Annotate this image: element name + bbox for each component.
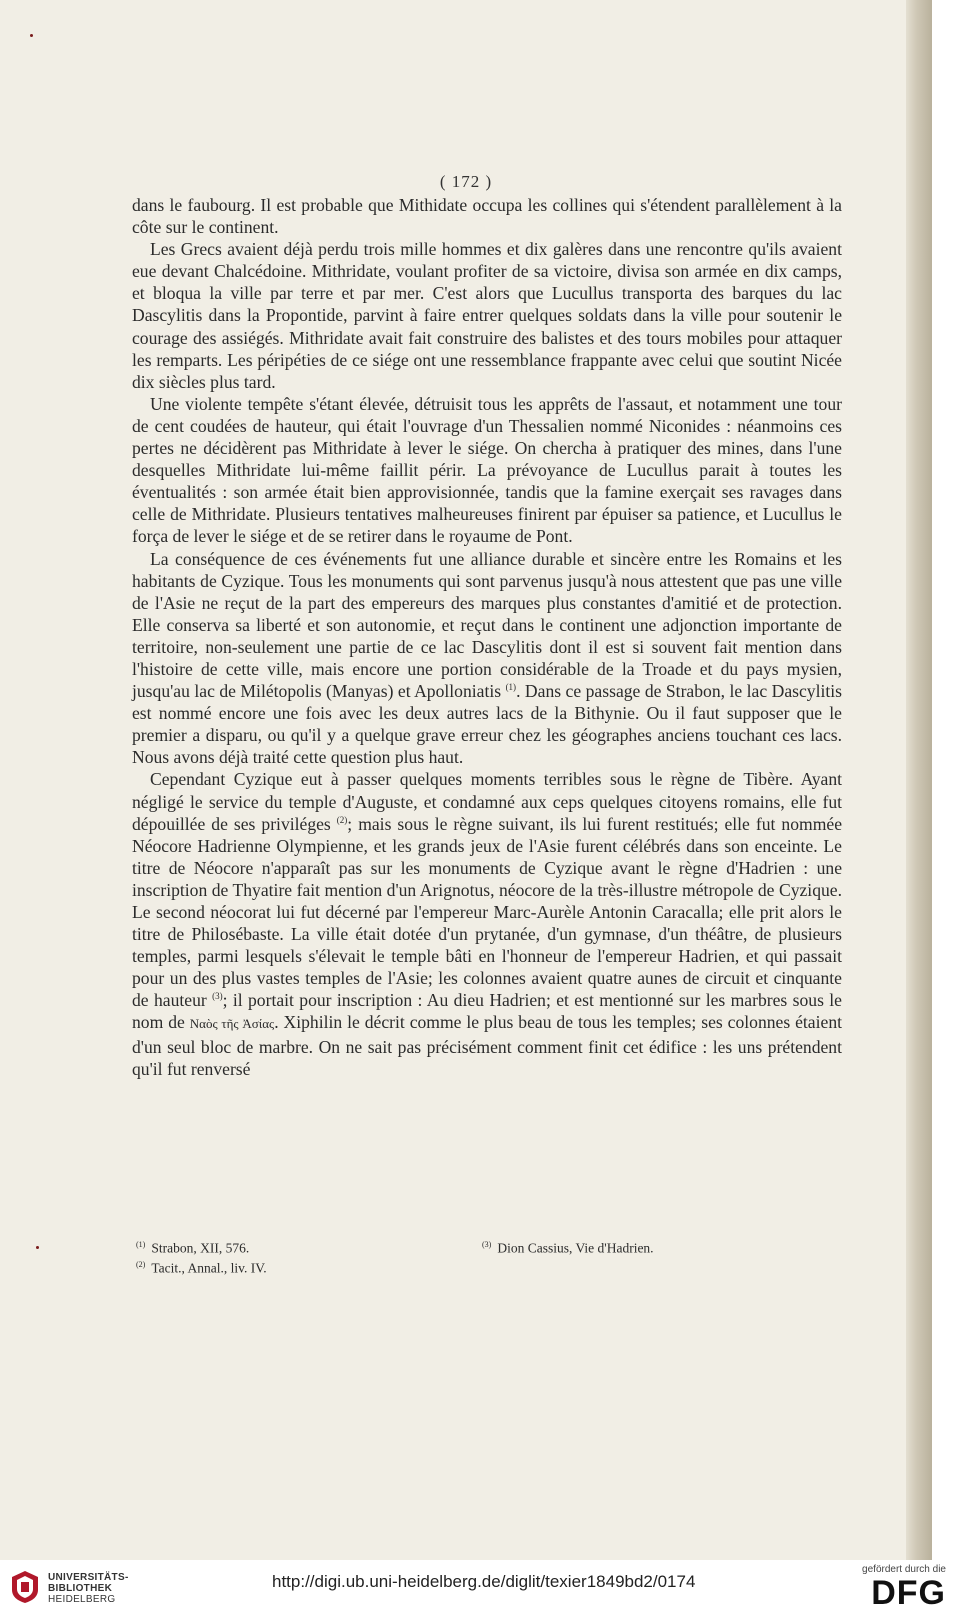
footnote: [136, 1237, 456, 1257]
paragraph-text: Cependant Cyzique eut à passer quelques moments terribles sous le règne de Tibère. Ayant négligé le service du temple d'Auguste, et condamné aux ceps quelques citoyens romains, elle fut dépouillée de ses priviléges: [132, 769, 842, 834]
institution-name: [48, 1572, 129, 1605]
page-number: ( 172 ): [439, 172, 493, 191]
paragraph: [132, 768, 842, 1079]
viewer-footer: [0, 1560, 958, 1612]
permalink-url[interactable]: http://digi.ub.uni-heidelberg.de/diglit/texier1849bd2/0174: [272, 1572, 696, 1591]
footnote: [136, 1257, 456, 1277]
footnote-number: (2): [136, 1259, 146, 1269]
institution-line: HEIDELBERG: [48, 1594, 116, 1605]
funding-caption: gefördert durch die: [862, 1564, 946, 1575]
paragraph: [132, 548, 842, 769]
paragraph-text: Les Grecs avaient déjà perdu trois mille hommes et dix galères dans une rencontre qu'ils avaient eue devant Chalcédoine. Mithridate, voulant profiter de sa victoire, divisa son armée en dix camps, et bloqua la ville par terre et par mer. C'est alors que Lucullus transporta des barques du lac Dascylitis dans la Propontide, parvint à faire entrer quelques soldats dans la ville pour soutenir le courage des assiégés. Mithridate avait fait construire des balistes et des tours mobiles pour attaquer les remparts. Les péripéties de ce siége ont une ressemblance frappante avec celui que soutint Nicée dix siècles plus tard.: [132, 239, 842, 392]
paragraph-text: ; il portait pour inscription : Au dieu Hadrien; et est mentionné sur les marbres sous le nom de: [132, 990, 842, 1033]
paragraph-text: La conséquence de ces événements fut une alliance durable et sincère entre les Romains et les habitants de Cyzique. Tous les monuments qui sont parvenus jusqu'à nous attestent que pas une ville de l'Asie ne reçut de la part des empereurs des marques plus constantes d'amitié et de protection. Elle conserva sa liberté et son autonomie, et reçut dans le continent une adjonction importante de territoire, non-seulement une partie de ce lac Dascylitis dont il est si souvent fait mention dans l'histoire de cette ville, mais encore une portion considérable de la Troade et du pays mysien, jusqu'au lac de Milétopolis (Manyas) et Apolloniatis: [132, 548, 842, 702]
book-spine-shadow: [906, 0, 932, 1560]
footnote: [482, 1237, 842, 1257]
institution-line: UNIVERSITÄTS-: [48, 1572, 129, 1583]
paragraph: [132, 393, 842, 548]
footnotes-right-column: [482, 1237, 842, 1257]
footnote-reference: (2): [336, 814, 348, 825]
paragraph-text: Une violente tempête s'étant élevée, détruisit tous les apprêts de l'assaut, et notamment une tour de cent coudées de hauteur, qui était l'ouvrage d'un Thessalien nommé Niconides : néanmoins ces pertes ne décidèrent pas Mithridate à lever le siége. On chercha à pratiquer des mines, dans l'une desquelles Mithridate lui-même faillit périr. La prévoyance de Lucullus parait à toutes les éventualités : son armée était bien approvisionnée, tandis que la famine exerçait ses ravages dans celle de Mithridate. Plusieurs tentatives malheureuses finirent par épuiser sa patience, et Lucullus le força de lever le siége et de se retirer dans le royaume de Pont.: [132, 393, 842, 547]
footnote-text: Tacit., Annal., liv. IV.: [151, 1260, 267, 1275]
footnote-reference: (1): [505, 682, 517, 693]
footnote-number: (1): [136, 1240, 146, 1249]
dfg-logo: DFG: [871, 1574, 946, 1612]
paragraph: [132, 194, 842, 238]
footnote-reference: (3): [212, 991, 223, 1002]
footnotes-left-column: [136, 1237, 456, 1276]
footnote-number: (3): [482, 1240, 492, 1249]
footnote-text: Strabon, XII, 576.: [151, 1240, 250, 1256]
scan-speck: [36, 1246, 39, 1249]
paragraph-text: . Dans ce passage de Strabon, le lac Dascylitis est nommé encore une fois avec les deux autres lacs de la Bithynie. Ou il faut supposer que le premier a disparu, ou qu'il y a quelque grave erreur chez les géographes anciens touchant ces lacs. Nous avons déjà traité cette question plus haut.: [132, 681, 842, 768]
university-seal-icon: [10, 1570, 40, 1604]
paragraph-text: dans le faubourg. Il est probable que Mithidate occupa les collines qui s'étendent parallèlement à la côte sur le continent.: [132, 195, 842, 238]
paragraph: [132, 238, 842, 393]
paragraph-text: ; mais sous le règne suivant, ils lui furent restitués; elle fut nommée Néocore Hadrienne Olympienne, et les grands jeux de l'Asie furent célébrés dans son enceinte. Le titre de Néocore n'apparaît pas sur les monuments de Cyzique avant le règne d'Hadrien : une inscription de Thyatire fait mention d'un Arignotus, néocore de la très-illustre métropole de Cyzique. Le second néocorat lui fut décerné par l'empereur Marc-Aurèle Antonin Caracalla; elle prit alors le titre de Philosébaste. La ville était dotée d'un prytanée, d'un gymnase, d'un théâtre, de plusieurs temples, parmi lesquels s'élevait le temple bâti en l'honneur de l'empereur Hadrien, et qui passait pour un des plus vastes temples de l'Asie; les colonnes avaient quatre aunes de circuit et cinquante de hauteur: [132, 813, 843, 1011]
body-text: [132, 194, 842, 1080]
scan-speck: [30, 34, 33, 37]
institution-line: BIBLIOTHEK: [48, 1583, 113, 1594]
paragraph-text: . Xiphilin le décrit comme le plus beau de tous les temples; ses colonnes étaient d'un seul bloc de marbre. On ne sait pas précisément comment finit cet édifice : les uns prétendent qu'il fut renversé: [132, 1012, 843, 1079]
footnote-text: Dion Cassius, Vie d'Hadrien.: [497, 1240, 654, 1256]
greek-inscription: Ναὸς τῆς Ἀσίας: [189, 1016, 275, 1032]
